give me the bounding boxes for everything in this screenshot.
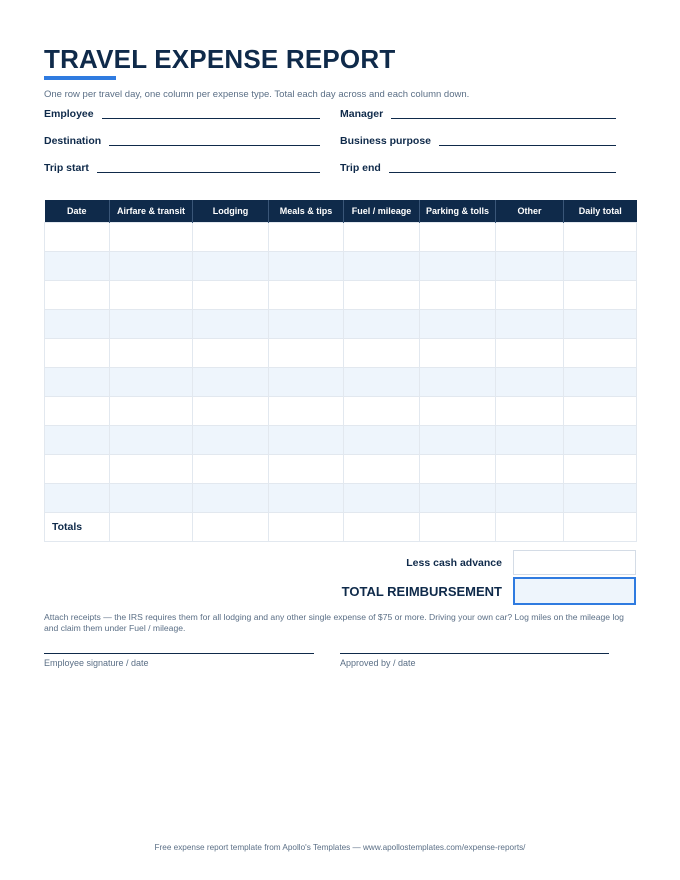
trip-start-label: Trip start [44, 162, 89, 174]
column-header-parking-tolls: Parking & tolls [420, 200, 496, 222]
table-cell[interactable] [564, 367, 637, 396]
total-cell[interactable] [193, 512, 269, 541]
table-cell[interactable] [496, 280, 564, 309]
table-cell[interactable] [193, 454, 269, 483]
table-cell[interactable] [193, 251, 269, 280]
employee-input-line[interactable] [102, 118, 320, 119]
table-cell[interactable] [193, 280, 269, 309]
table-cell[interactable] [193, 309, 269, 338]
table-cell[interactable] [269, 425, 344, 454]
table-row [45, 396, 637, 425]
table-cell[interactable] [110, 222, 193, 251]
table-cell[interactable] [496, 222, 564, 251]
table-cell[interactable] [420, 425, 496, 454]
table-cell[interactable] [193, 222, 269, 251]
title-underline [44, 76, 116, 80]
table-cell[interactable] [344, 396, 420, 425]
total-cell[interactable] [269, 512, 344, 541]
column-header-meals-tips: Meals & tips [269, 200, 344, 222]
column-header-other: Other [496, 200, 564, 222]
table-cell[interactable] [420, 309, 496, 338]
receipts-note: Attach receipts — the IRS requires them for all lodging and any other single expense of $75 or more. Driving your own car? Log miles on the mileage log and claim them under Fuel / mileage. [44, 612, 624, 633]
table-header-row [45, 200, 637, 222]
table-row [45, 338, 637, 367]
table-cell[interactable] [420, 222, 496, 251]
table-cell[interactable] [269, 454, 344, 483]
total-reimbursement-field[interactable] [513, 577, 636, 605]
business-purpose-input-line[interactable] [439, 145, 616, 146]
employee-signature-line[interactable] [44, 653, 314, 654]
manager-field[interactable] [340, 104, 616, 120]
table-cell[interactable] [45, 367, 110, 396]
table-cell[interactable] [344, 425, 420, 454]
footer-credit: Free expense report template from Apollo's Templates — www.apollostemplates.com/expense-reports/ [154, 843, 526, 852]
table-cell[interactable] [45, 309, 110, 338]
table-cell[interactable] [564, 338, 637, 367]
page-title: TRAVEL EXPENSE REPORT [44, 44, 396, 74]
table-cell[interactable] [496, 454, 564, 483]
table-cell[interactable] [344, 338, 420, 367]
table-cell[interactable] [269, 483, 344, 512]
destination-label: Destination [44, 135, 102, 147]
table-cell[interactable] [269, 338, 344, 367]
trip-end-input-line[interactable] [389, 172, 616, 173]
business-purpose-label: Business purpose [340, 135, 432, 147]
expense-table [44, 200, 637, 542]
table-cell[interactable] [344, 454, 420, 483]
employee-field[interactable] [44, 104, 320, 120]
table-row [45, 309, 637, 338]
table-cell[interactable] [564, 425, 637, 454]
total-cell[interactable] [496, 512, 564, 541]
table-cell[interactable] [110, 454, 193, 483]
table-cell[interactable] [269, 251, 344, 280]
column-header-date: Date [45, 200, 110, 222]
table-cell[interactable] [110, 483, 193, 512]
table-cell[interactable] [269, 280, 344, 309]
table-cell[interactable] [420, 367, 496, 396]
table-cell[interactable] [564, 454, 637, 483]
table-cell[interactable] [496, 396, 564, 425]
table-cell[interactable] [420, 251, 496, 280]
table-row [45, 251, 637, 280]
employee-label: Employee [44, 108, 94, 120]
table-cell[interactable] [564, 396, 637, 425]
table-cell[interactable] [45, 454, 110, 483]
approver-signature-label: Approved by / date [340, 658, 416, 668]
table-cell[interactable] [496, 251, 564, 280]
table-cell[interactable] [45, 338, 110, 367]
table-cell[interactable] [110, 396, 193, 425]
table-cell[interactable] [110, 338, 193, 367]
table-cell[interactable] [269, 367, 344, 396]
table-row [45, 222, 637, 251]
table-row [45, 280, 637, 309]
table-cell[interactable] [110, 309, 193, 338]
table-cell[interactable] [420, 483, 496, 512]
table-cell[interactable] [564, 309, 637, 338]
total-cell[interactable] [110, 512, 193, 541]
column-header-airfare-transit: Airfare & transit [110, 200, 193, 222]
table-cell[interactable] [420, 396, 496, 425]
total-cell[interactable] [420, 512, 496, 541]
table-row [45, 483, 637, 512]
totals-row [45, 512, 637, 541]
table-cell[interactable] [45, 222, 110, 251]
destination-field[interactable] [44, 131, 320, 147]
table-cell[interactable] [45, 396, 110, 425]
table-row [45, 425, 637, 454]
cash-advance-field[interactable] [513, 550, 636, 575]
table-cell[interactable] [344, 367, 420, 396]
trip-start-input-line[interactable] [97, 172, 320, 173]
table-cell[interactable] [344, 251, 420, 280]
table-cell[interactable] [420, 338, 496, 367]
column-header-daily-total: Daily total [564, 200, 637, 222]
table-cell[interactable] [193, 338, 269, 367]
table-cell[interactable] [564, 280, 637, 309]
table-cell[interactable] [110, 425, 193, 454]
table-cell[interactable] [269, 396, 344, 425]
table-cell[interactable] [420, 280, 496, 309]
total-reimbursement-label: TOTAL REIMBURSEMENT [341, 584, 502, 599]
trip-end-label: Trip end [340, 162, 381, 174]
trip-start-field[interactable] [44, 158, 320, 174]
table-cell[interactable] [110, 251, 193, 280]
table-cell[interactable] [45, 483, 110, 512]
table-row [45, 367, 637, 396]
table-cell[interactable] [45, 251, 110, 280]
manager-input-line[interactable] [391, 118, 616, 119]
table-cell[interactable] [496, 483, 564, 512]
instructions-text: One row per travel day, one column per expense type. Total each day across and each column down. [44, 89, 470, 100]
table-cell[interactable] [193, 425, 269, 454]
table-cell[interactable] [420, 454, 496, 483]
table-cell[interactable] [496, 338, 564, 367]
table-cell[interactable] [45, 280, 110, 309]
trip-end-field[interactable] [340, 158, 616, 174]
table-cell[interactable] [344, 280, 420, 309]
table-cell[interactable] [564, 483, 637, 512]
column-header-fuel-mileage: Fuel / mileage [344, 200, 420, 222]
table-row [45, 454, 637, 483]
business-purpose-field[interactable] [340, 131, 616, 147]
table-cell[interactable] [110, 367, 193, 396]
approver-signature-line[interactable] [340, 653, 609, 654]
totals-label: Totals [45, 512, 110, 541]
table-cell[interactable] [193, 483, 269, 512]
total-cell[interactable] [564, 512, 637, 541]
total-cell[interactable] [344, 512, 420, 541]
table-cell[interactable] [564, 251, 637, 280]
table-cell[interactable] [344, 309, 420, 338]
less-cash-advance-label: Less cash advance [406, 557, 502, 569]
table-cell[interactable] [45, 425, 110, 454]
table-cell[interactable] [193, 396, 269, 425]
destination-input-line[interactable] [109, 145, 320, 146]
table-cell[interactable] [193, 367, 269, 396]
table-cell[interactable] [344, 222, 420, 251]
table-cell[interactable] [269, 222, 344, 251]
table-cell[interactable] [496, 309, 564, 338]
table-cell[interactable] [269, 309, 344, 338]
table-cell[interactable] [496, 425, 564, 454]
table-cell[interactable] [564, 222, 637, 251]
employee-signature-label: Employee signature / date [44, 658, 149, 668]
column-header-lodging: Lodging [193, 200, 269, 222]
table-cell[interactable] [496, 367, 564, 396]
manager-label: Manager [340, 108, 384, 120]
table-cell[interactable] [344, 483, 420, 512]
table-cell[interactable] [110, 280, 193, 309]
